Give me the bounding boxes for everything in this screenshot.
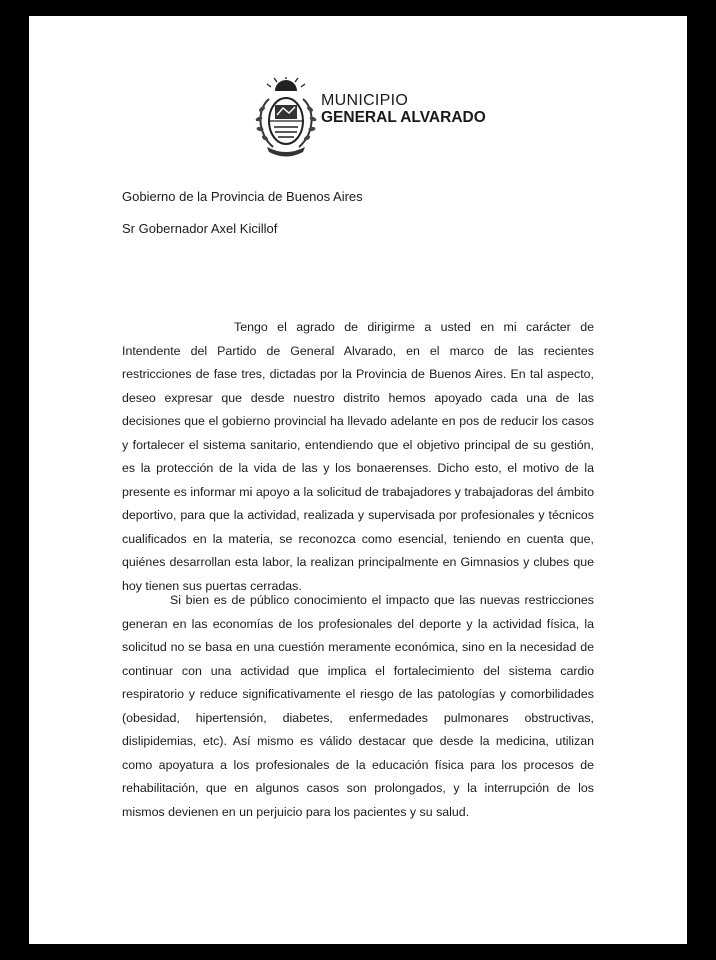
body-paragraph-1: Tengo el agrado de dirigirme a usted en mi carácter de Intendente del Partido de General Alvarado, en el marco de las recientes restricciones de fase tres, dictadas por la Provincia de Buenos Aires. En tal aspecto, deseo expresar que desde nuestro distrito hemos apoyado cada una de las decisiones que el gobierno provincial ha llevado adelante en pos de reducir los casos y fortalecer el sistema sanitario, entendiendo que el objetivo principal de su gestión, es la protección de la vida de las y los bonaerenses. Dicho esto, el motivo de la presente es informar mi apoyo a la solicitud de trabajadores y trabajadoras del ámbito deportivo, para que la actividad, realizada y supervisada por profesionales y técnicos cualificados en la materia, se reconozca como esencial, teniendo en cuenta que, quiénes desarrollan esta labor, la realizan principalmente en Gimnasios y clubes que hoy tienen sus puertas cerradas. [122, 320, 594, 594]
recipient-governor: Sr Gobernador Axel Kicillof [122, 221, 278, 236]
letterhead [253, 77, 486, 157]
letter-page [29, 16, 687, 944]
recipient-government: Gobierno de la Provincia de Buenos Aires [122, 189, 363, 204]
municipal-coat-of-arms-icon [253, 77, 319, 157]
body-paragraph-2: Si bien es de público conocimiento el impacto que las nuevas restricciones generan en las economías de los profesionales del deporte y la actividad física, la solicitud no se basa en una cuestión meramente económica, sino en la necesidad de continuar con una actividad que implica el fortalecimiento del sistema cardio respiratorio y reduce significativamente el riesgo de las patologías y comorbilidades (obesidad, hipertensión, diabetes, enfermedades pulmonares obstructivas, dislipidemias, etc). Así mismo es válido destacar que desde la medicina, utilizan como apoyatura a los profesionales de la educación física para los procesos de rehabilitación, que en algunos casos son prolongados, y la interrupción de los mismos devienen en un perjuicio para los pacientes y su salud. [122, 593, 594, 819]
municipality-label: MUNICIPIO [321, 92, 409, 109]
municipality-name: GENERAL ALVARADO [321, 109, 486, 126]
